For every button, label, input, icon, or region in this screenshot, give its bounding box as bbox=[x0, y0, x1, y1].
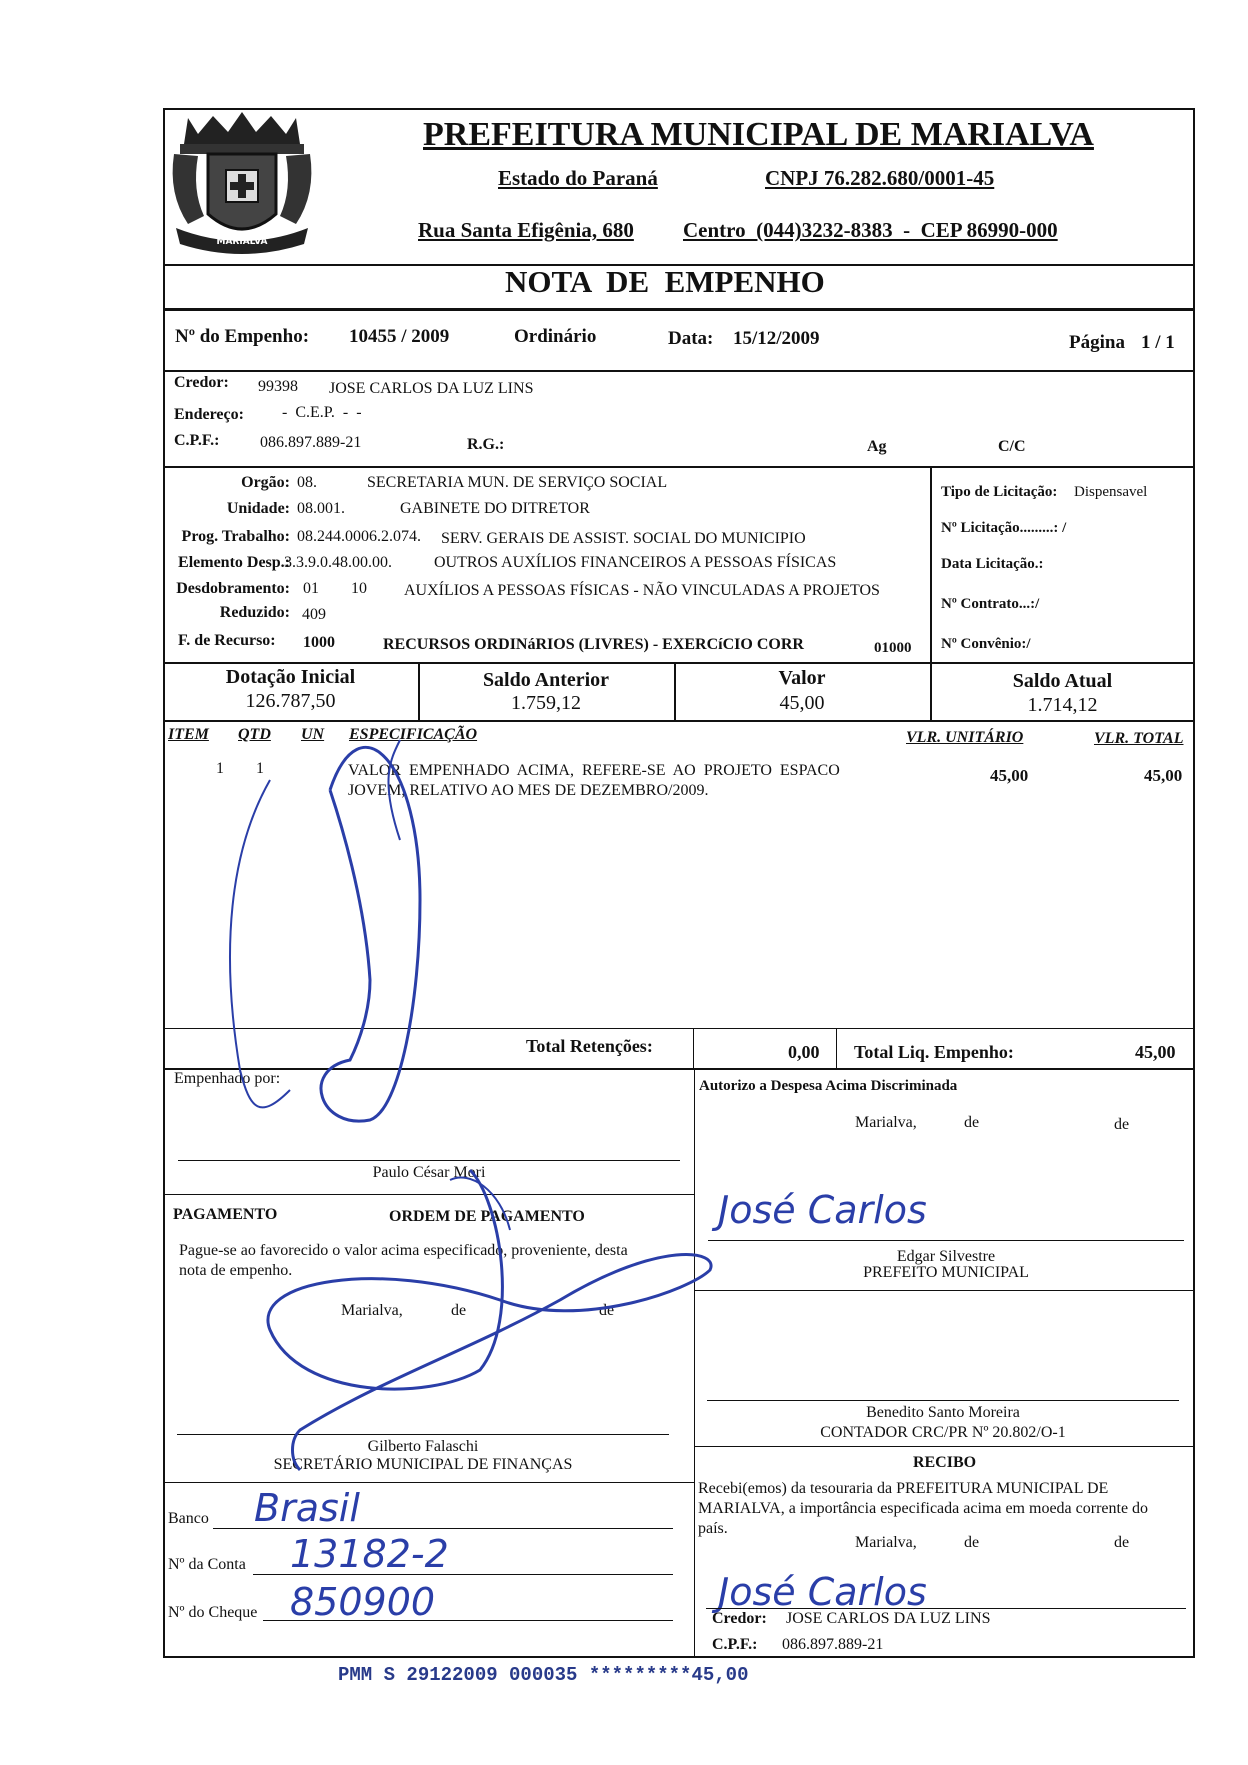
recibo-signature: José Carlos bbox=[718, 1570, 927, 1614]
pagamento-title: PAGAMENTO bbox=[173, 1206, 278, 1223]
elemento-name: OUTROS AUXÍLIOS FINANCEIROS A PESSOAS FÍSICAS bbox=[434, 554, 837, 571]
conta-label: Nº da Conta bbox=[168, 1556, 246, 1573]
unidade-code: 08.001. bbox=[297, 500, 345, 517]
recurso-label: F. de Recurso: bbox=[178, 632, 276, 649]
autorizo-title: Autorizo a Despesa Acima Discriminada bbox=[699, 1078, 958, 1094]
autorizo-de2: de bbox=[1114, 1116, 1130, 1133]
prog-label: Prog. Trabalho: bbox=[181, 528, 290, 545]
cc-label: C/C bbox=[998, 438, 1026, 455]
total-retencoes-label: Total Retenções: bbox=[526, 1036, 653, 1056]
valor-label: Valor bbox=[778, 667, 826, 689]
autorizo-signer: Edgar Silvestre bbox=[896, 1248, 996, 1265]
recibo-cpf-label: C.P.F.: bbox=[712, 1636, 758, 1653]
header-street: Rua Santa Efigênia, 680 bbox=[418, 218, 634, 242]
recibo-credor-name: JOSE CARLOS DA LUZ LINS bbox=[786, 1610, 991, 1627]
empenho-date: 15/12/2009 bbox=[733, 328, 820, 349]
mechanical-stamp: PMM S 29122009 000035 *********45,00 bbox=[338, 1664, 749, 1686]
row-description-line1: VALOR EMPENHADO ACIMA, REFERE-SE AO PROJETO ESPACO bbox=[348, 762, 840, 779]
licitacao-numero: Nº Licitação.........: / bbox=[941, 520, 1067, 536]
pagamento-de2: de bbox=[599, 1302, 615, 1319]
licitacao-contrato: Nº Contrato...:/ bbox=[941, 596, 1040, 612]
contador-role: CONTADOR CRC/PR Nº 20.802/O-1 bbox=[820, 1424, 1066, 1441]
reduzido-label: Reduzido: bbox=[219, 604, 290, 621]
autorizo-role: PREFEITO MUNICIPAL bbox=[863, 1264, 1029, 1281]
cheque-value: 850900 bbox=[290, 1580, 436, 1624]
empenho-label: Nº do Empenho: bbox=[175, 326, 310, 347]
col-item: ITEM bbox=[168, 726, 209, 743]
row-unit-value: 45,00 bbox=[990, 766, 1029, 785]
col-un: UN bbox=[301, 726, 325, 743]
desdobramento-code1: 01 bbox=[303, 580, 319, 597]
cpf-value: 086.897.889-21 bbox=[260, 434, 362, 451]
saldo-atual-value: 1.714,12 bbox=[1027, 694, 1098, 716]
licitacao-tipo-label: Tipo de Licitação: bbox=[941, 484, 1058, 500]
total-liquido-label: Total Liq. Empenho: bbox=[854, 1042, 1014, 1062]
dotacao-value: 126.787,50 bbox=[245, 690, 336, 712]
recibo-title: RECIBO bbox=[912, 1454, 977, 1471]
recibo-text-line2: MARIALVA, a importância especificada acima em moeda corrente do bbox=[698, 1500, 1149, 1517]
pagamento-text-line2: nota de empenho. bbox=[179, 1262, 293, 1279]
licitacao-data: Data Licitação.: bbox=[941, 556, 1044, 572]
row-qtd: 1 bbox=[256, 760, 264, 777]
unidade-name: GABINETE DO DITRETOR bbox=[400, 500, 590, 517]
empenhado-label: Empenhado por: bbox=[174, 1070, 281, 1087]
contador-signer: Benedito Santo Moreira bbox=[866, 1404, 1020, 1421]
header-title: PREFEITURA MUNICIPAL DE MARIALVA bbox=[423, 116, 1094, 153]
cheque-label: Nº do Cheque bbox=[168, 1604, 258, 1621]
autorizo-place: Marialva, bbox=[855, 1114, 917, 1131]
desdobramento-name: AUXÍLIOS A PESSOAS FÍSICAS - NÃO VINCULADAS A PROJETOS bbox=[404, 582, 880, 599]
pagamento-text-line1: Pague-se ao favorecido o valor acima especificado, proveniente, desta bbox=[179, 1242, 628, 1259]
reduzido-value: 409 bbox=[302, 606, 326, 623]
empenho-date-label: Data: bbox=[668, 328, 714, 349]
header-cnpj: CNPJ 76.282.680/0001-45 bbox=[765, 166, 995, 190]
licitacao-tipo: Dispensavel bbox=[1074, 484, 1148, 500]
col-vlr-unitario: VLR. UNITÁRIO bbox=[906, 729, 1024, 746]
pagamento-de1: de bbox=[451, 1302, 467, 1319]
cpf-label: C.P.F.: bbox=[174, 432, 220, 449]
row-item: 1 bbox=[216, 760, 224, 777]
document-title: NOTA DE EMPENHO bbox=[505, 264, 825, 299]
svg-text:MARIALVA: MARIALVA bbox=[216, 237, 268, 247]
orgao-label: Orgão: bbox=[241, 474, 290, 491]
page-label: Página bbox=[1069, 332, 1125, 353]
empenho-type: Ordinário bbox=[514, 326, 597, 347]
address-value: - C.E.P. - - bbox=[282, 404, 362, 421]
elemento-label: Elemento Desp.: bbox=[178, 554, 290, 571]
dotacao-label: Dotação Inicial bbox=[225, 666, 356, 688]
pagamento-signer: Gilberto Falaschi bbox=[367, 1438, 479, 1455]
autorizo-de1: de bbox=[964, 1114, 980, 1131]
page-number: 1 / 1 bbox=[1141, 332, 1175, 353]
row-total-value: 45,00 bbox=[1144, 766, 1183, 785]
col-especificacao: ESPECIFICAÇÃO bbox=[349, 726, 478, 743]
municipal-crest-icon bbox=[168, 104, 316, 254]
banco-value: Brasil bbox=[254, 1486, 360, 1530]
recibo-cpf: 086.897.889-21 bbox=[782, 1636, 884, 1653]
credor-name: JOSE CARLOS DA LUZ LINS bbox=[329, 380, 534, 397]
recibo-credor-label: Credor: bbox=[712, 1610, 767, 1627]
unidade-label: Unidade: bbox=[226, 500, 290, 517]
conta-value: 13182-2 bbox=[290, 1532, 449, 1576]
ag-label: Ag bbox=[867, 438, 887, 455]
empenhado-signer: Paulo César Mori bbox=[372, 1164, 486, 1181]
prog-name: SERV. GERAIS DE ASSIST. SOCIAL DO MUNICIPIO bbox=[441, 530, 806, 547]
prog-code: 08.244.0006.2.074. bbox=[297, 528, 421, 545]
col-vlr-total: VLR. TOTAL bbox=[1094, 730, 1184, 747]
saldo-atual-label: Saldo Atual bbox=[1012, 670, 1113, 692]
recibo-de2: de bbox=[1114, 1534, 1130, 1551]
elemento-code: 3.3.9.0.48.00.00. bbox=[284, 554, 392, 571]
autorizo-signature: José Carlos bbox=[718, 1188, 927, 1232]
recibo-de1: de bbox=[964, 1534, 980, 1551]
orgao-code: 08. bbox=[297, 474, 317, 491]
licitacao-convenio: Nº Convênio:/ bbox=[941, 636, 1031, 652]
address-label: Endereço: bbox=[174, 406, 244, 423]
desdobramento-code2: 10 bbox=[351, 580, 367, 597]
total-retencoes-value: 0,00 bbox=[788, 1042, 820, 1062]
pagamento-place: Marialva, bbox=[341, 1302, 403, 1319]
valor-value: 45,00 bbox=[779, 692, 825, 714]
rg-label: R.G.: bbox=[467, 436, 505, 453]
col-qtd: QTD bbox=[238, 726, 271, 743]
saldo-anterior-value: 1.759,12 bbox=[511, 692, 581, 714]
pagamento-role: SECRETÁRIO MUNICIPAL DE FINANÇAS bbox=[273, 1456, 573, 1473]
recibo-place: Marialva, bbox=[855, 1534, 917, 1551]
ordem-pagamento-title: ORDEM DE PAGAMENTO bbox=[389, 1208, 585, 1225]
recibo-text-line3: país. bbox=[698, 1520, 728, 1537]
header-address: Centro (044)3232-8383 - CEP 86990-000 bbox=[683, 218, 1058, 242]
header-state: Estado do Paraná bbox=[498, 166, 658, 190]
orgao-name: SECRETARIA MUN. DE SERVIÇO SOCIAL bbox=[367, 474, 668, 491]
recurso-code: 1000 bbox=[303, 634, 335, 651]
desdobramento-label: Desdobramento: bbox=[176, 580, 290, 597]
recurso-name: RECURSOS ORDINáRIOS (LIVRES) - EXERCíCIO CORR bbox=[383, 636, 804, 653]
recibo-text-line1: Recebi(emos) da tesouraria da PREFEITURA MUNICIPAL DE bbox=[698, 1480, 1109, 1497]
banco-label: Banco bbox=[168, 1510, 209, 1527]
recurso-code2: 01000 bbox=[874, 640, 912, 656]
total-liquido-value: 45,00 bbox=[1135, 1042, 1176, 1062]
empenho-number: 10455 / 2009 bbox=[349, 326, 450, 347]
saldo-anterior-label: Saldo Anterior bbox=[482, 669, 610, 691]
credor-code: 99398 bbox=[258, 378, 298, 395]
row-description-line2: JOVEM, RELATIVO AO MES DE DEZEMBRO/2009. bbox=[348, 782, 709, 799]
credor-label: Credor: bbox=[174, 374, 229, 391]
